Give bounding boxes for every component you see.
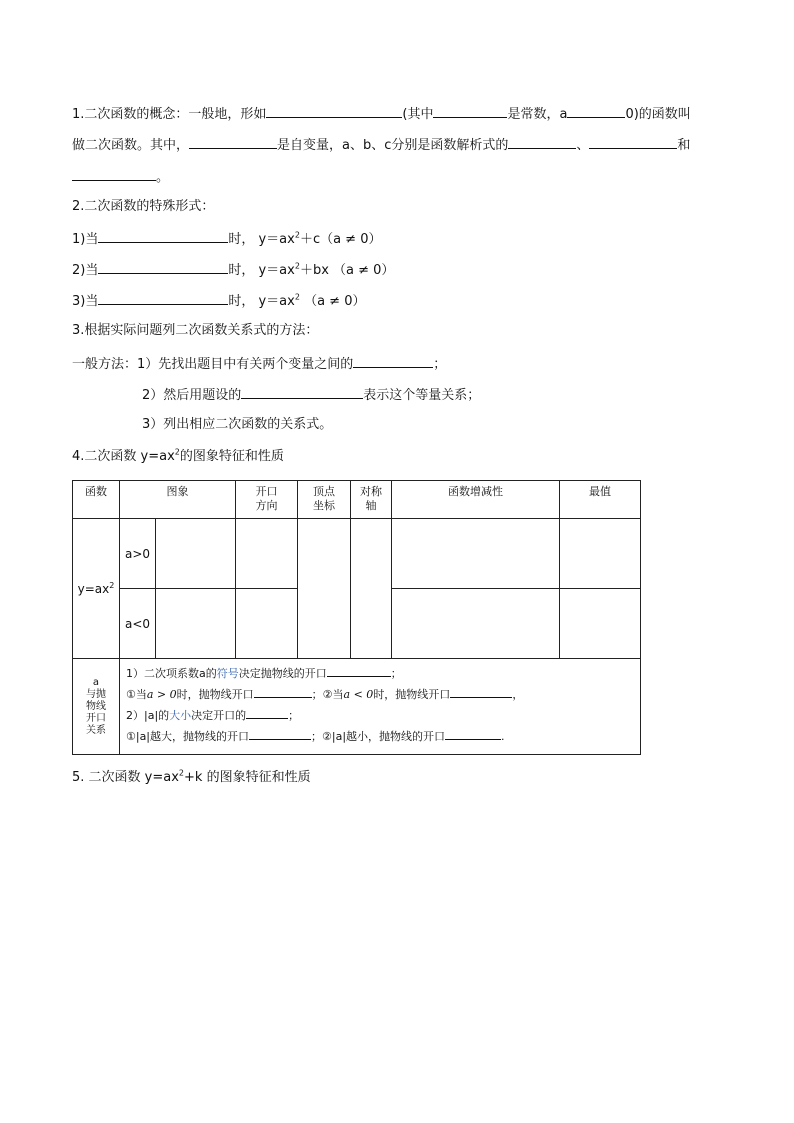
header-function: 函数 <box>73 481 120 519</box>
q2-item-1 <box>72 230 381 248</box>
q1-text: 是自变量，a、b、c分别是函数解析式的 <box>277 138 509 153</box>
q2-sup: 2 <box>294 261 300 271</box>
note-text: 决定抛物线的开口 <box>238 667 327 680</box>
note-text: 时，抛物线开口 <box>176 688 254 701</box>
note-label-text: 与抛 <box>86 688 106 700</box>
header-text: 顶点 <box>313 485 335 498</box>
table-header-row <box>73 481 641 519</box>
note-text: 1）二次项系数a的 <box>126 667 217 680</box>
properties-table <box>72 480 641 755</box>
q4-title-text: 的图象特征和性质 <box>179 449 284 464</box>
header-text: 轴 <box>365 499 377 512</box>
header-text: 开口 <box>255 485 278 498</box>
note-highlight: 大小 <box>169 709 192 722</box>
note-text: . <box>501 730 505 743</box>
header-axis <box>351 481 392 519</box>
q1-text: 1.二次函数的概念：一般地，形如 <box>72 107 267 122</box>
q3-blank-1 <box>353 355 433 368</box>
q2-item-2 <box>72 261 394 279</box>
q1-blank-coef-3 <box>72 168 156 181</box>
q3-text: 一般方法：1）先找出题目中有关两个变量之间的 <box>72 357 354 372</box>
q1-text: 。 <box>156 170 170 185</box>
mono-cell-positive <box>392 519 560 589</box>
note-blank <box>327 665 391 677</box>
note-blank <box>249 728 311 740</box>
q2-sup: 2 <box>294 292 300 302</box>
note-label-text: a <box>92 676 100 688</box>
q1-blank-coef-1 <box>508 136 576 149</box>
note-text: ； <box>288 709 300 722</box>
note-blank <box>254 686 312 698</box>
q1-blank-form <box>266 105 402 118</box>
q1-text: 、 <box>576 138 590 153</box>
q1-blank-variable <box>189 136 277 149</box>
q5-title-text: +k 的图象特征和性质 <box>184 770 311 785</box>
q2-text: ＋c（a ≠ 0） <box>299 232 382 247</box>
q3-title: 3.根据实际问题列二次函数关系式的方法： <box>72 323 319 338</box>
header-graph: 图象 <box>120 481 236 519</box>
mono-cell-negative <box>392 589 560 659</box>
note-text: 2）|a|的 <box>126 709 170 722</box>
note-label-text: 关系 <box>86 724 106 736</box>
q3-text: 表示这个等量关系； <box>363 388 481 403</box>
q1-text: 0)的函数叫 <box>625 107 691 122</box>
header-text: 对称 <box>360 485 382 498</box>
axis-cell <box>351 519 392 659</box>
q2-blank-3 <box>98 292 228 305</box>
note-text: ①|a|越大，抛物线的开口 <box>126 730 250 743</box>
q1-line-3 <box>72 168 169 186</box>
q2-sup: 2 <box>294 230 300 240</box>
q1-blank-coef-2 <box>589 136 677 149</box>
function-cell <box>73 519 120 659</box>
note-math: a > 0 <box>146 688 177 701</box>
header-extreme: 最值 <box>560 481 641 519</box>
q1-blank-a <box>567 105 625 118</box>
q2-text: 时， y＝ax <box>228 263 295 278</box>
q1-text: 做二次函数。其中， <box>72 138 190 153</box>
graph-cell-positive <box>156 519 236 589</box>
a-positive-cell: a>0 <box>120 519 156 589</box>
note-label-text: 开口 <box>86 712 106 724</box>
vertex-cell <box>298 519 351 659</box>
q5-title <box>72 770 311 786</box>
q5-title-sup: 2 <box>178 768 185 778</box>
function-sup: 2 <box>109 580 115 590</box>
q2-text: 时， y＝ax <box>228 294 295 309</box>
table-row <box>73 519 641 589</box>
note-blank <box>450 686 512 698</box>
note-math: a < 0 <box>343 688 374 701</box>
direction-cell-positive <box>236 519 298 589</box>
graph-cell-negative <box>156 589 236 659</box>
q1-text: 和 <box>677 138 691 153</box>
header-text: 方向 <box>255 499 278 512</box>
a-negative-cell: a<0 <box>120 589 156 659</box>
q4-title <box>72 449 284 465</box>
q2-item-3 <box>72 292 365 310</box>
q3-text: 2）然后用题设的 <box>142 388 242 403</box>
q2-text: 3)当 <box>72 294 99 309</box>
extreme-cell-negative <box>560 589 641 659</box>
header-text: 坐标 <box>313 499 335 512</box>
q3-text: ； <box>433 357 447 372</box>
q1-line-1 <box>72 105 691 123</box>
q2-blank-1 <box>98 230 228 243</box>
note-label-text: 物线 <box>86 700 106 712</box>
q2-text: （a ≠ 0） <box>299 294 366 309</box>
q2-text: 1)当 <box>72 232 99 247</box>
header-direction <box>236 481 298 519</box>
q2-text: 时， y＝ax <box>228 232 295 247</box>
note-text: ； <box>390 667 402 680</box>
q1-blank-constants <box>433 105 507 118</box>
note-text: 决定开口的 <box>191 709 247 722</box>
q3-step-2 <box>142 386 480 404</box>
note-highlight: 符号 <box>216 667 239 680</box>
note-label-cell <box>73 659 120 755</box>
q1-line-2 <box>72 136 690 154</box>
note-text: ， <box>512 688 524 701</box>
extreme-cell-positive <box>560 519 641 589</box>
note-line-1 <box>126 663 634 684</box>
note-text: ；②|a|越小，抛物线的开口 <box>311 730 446 743</box>
note-text: 时，抛物线开口 <box>373 688 451 701</box>
note-cell <box>120 659 641 755</box>
header-vertex <box>298 481 351 519</box>
note-text: ①当 <box>126 688 147 701</box>
note-blank <box>445 728 501 740</box>
q4-title-sup: 2 <box>174 447 180 457</box>
q4-title-text: 4.二次函数 y=ax <box>72 449 175 464</box>
q3-blank-2 <box>241 386 363 399</box>
header-monotonicity: 函数增减性 <box>392 481 560 519</box>
note-row <box>73 659 641 755</box>
note-text: ；②当 <box>311 688 344 701</box>
note-blank <box>246 707 288 719</box>
note-line-2 <box>126 684 634 705</box>
q2-text: ＋bx （a ≠ 0） <box>299 263 395 278</box>
note-line-3 <box>126 705 634 726</box>
direction-cell-negative <box>236 589 298 659</box>
q2-blank-2 <box>98 261 228 274</box>
function-text: y=ax <box>77 581 110 596</box>
q3-step-1 <box>72 355 446 373</box>
q1-text: 是常数，a <box>507 107 568 122</box>
q5-title-text: 5. 二次函数 y=ax <box>72 770 179 785</box>
q2-text: 2)当 <box>72 263 99 278</box>
q1-text: (其中 <box>402 107 434 122</box>
q3-step-3: 3）列出相应二次函数的关系式。 <box>142 417 333 432</box>
q2-title: 2.二次函数的特殊形式： <box>72 199 215 214</box>
note-line-4 <box>126 726 634 747</box>
